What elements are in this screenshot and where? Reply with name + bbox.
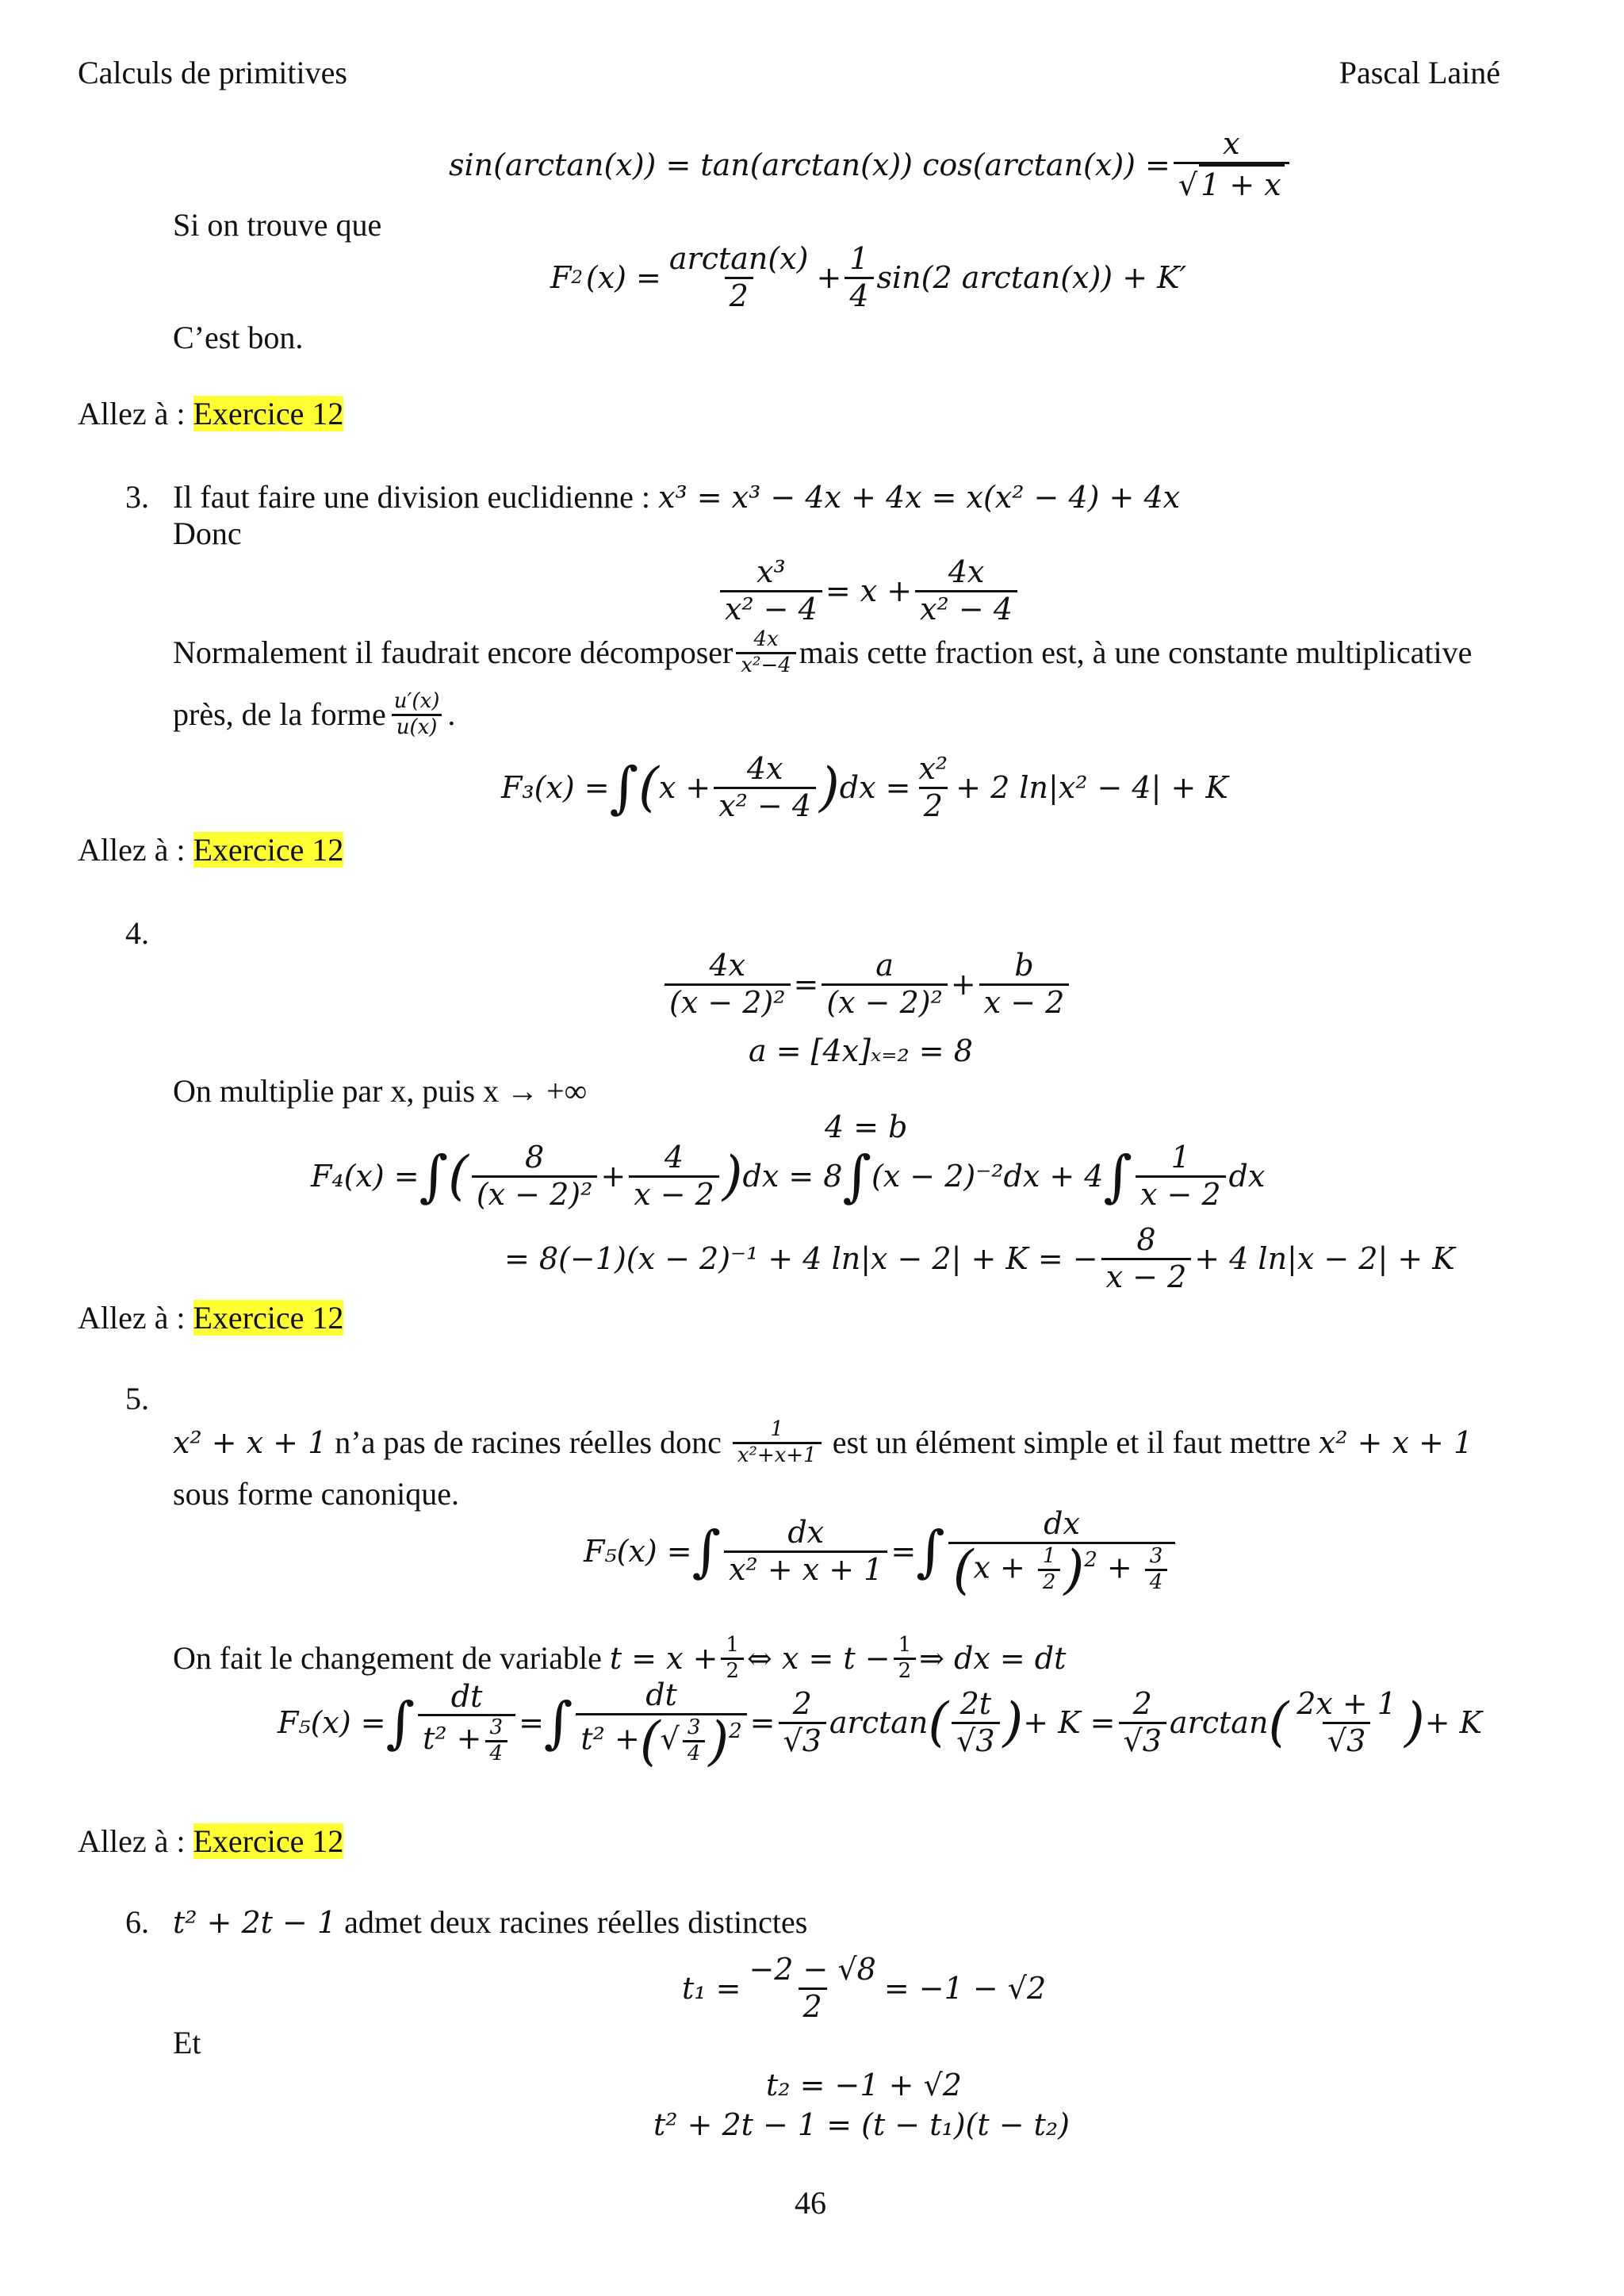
exercice-12-link[interactable]: Exercice 12: [193, 1823, 344, 1859]
text-donc: Donc: [173, 516, 242, 551]
frac-num: x: [1223, 126, 1240, 161]
equation-4x-decomposition: $\frac{4x}{\text{(x − 2)²}}$ = $\frac{a}{\text{(x − 2)²}}$ + $\frac{b}{x - 2}$: [661, 949, 1072, 1020]
equation-f4: F₄(x) = ∫ ( $\frac{8}{\text{(x − 2)²}}$ + $\frac{4}{x - 2}$ ) dx = 8 ∫ (x − 2)⁻²dx + 4 ∫ $\frac{1}{x - 2}$ dx: [311, 1140, 1266, 1212]
item-number-3: 3.: [125, 479, 149, 515]
equation-t1: t₁ = $\frac{-2 - √8}{2}$ = −1 − √2: [682, 1952, 1047, 2024]
equation-b-value: 4 = b: [825, 1110, 908, 1144]
equation-f2: F 2 (x) = $\frac{\arctan(x)}{2}$ + $\frac{1}{4}$ sin(2 arctan(x)) + K′: [550, 241, 1187, 313]
header-author: Pascal Lainé: [1339, 55, 1500, 90]
p5-changement: On fait le changement de variable t = x + $\frac{1}{2}$ ⇔ x = t − $\frac{1}{2}$ ⇒ dx = dt: [173, 1633, 1067, 1683]
p5-line1: x² + x + 1 n’a pas de racines réelles donc $\frac{1}{\text{x²+x+1}}$ est un élément simple et il faut mettre x² + x + 1: [173, 1417, 1473, 1467]
p3-line1: Il faut faire une division euclidienne : x³ = x³ − 4x + 4x = x(x² − 4) + 4x: [173, 479, 1181, 515]
item-number-5: 5.: [125, 1381, 149, 1416]
equation-f5-result: F₅(x) = ∫ dt t² + $\frac{3}{4}$ = ∫ dt t² +(√ $\frac{3}{4}$ )$^2$ = $\frac{2}{√3}$ arctan ( $\frac{2t}{√3}$ ) + K = $\frac{2}{√3}$ arctan ( $\frac{2x + 1}{√3}$ ) + K: [278, 1677, 1483, 1772]
eq-sin-left: sin(arctan(x)) = tan(arctan(x)) cos(arctan(x)) =: [449, 147, 1170, 182]
p5-line2: sous forme canonique.: [173, 1476, 460, 1512]
header-title: Calculs de primitives: [78, 55, 347, 90]
equation-a-value: a = [4x]ₓ₌₂ = 8: [749, 1033, 973, 1068]
text-c-est-bon: C’est bon.: [173, 320, 304, 355]
item-number-4: 4.: [125, 915, 149, 951]
equation-x3-division: $\frac{\text{x³}}{\text{x² − 4}}$ = x + $\frac{4x}{\text{x² − 4}}$: [717, 555, 1021, 627]
equation-sin-arctan: sin(arctan(x)) = tan(arctan(x)) cos(arctan(x)) = $\frac{x}{√ 1 + x}$: [449, 127, 1293, 202]
p3-pres: près, de la forme $\frac{u'(x)}{u(x)}$ .: [173, 689, 456, 739]
goto-line-3: Allez à : Exercice 12: [78, 1300, 344, 1336]
equation-factorization: t² + 2t − 1 = (t − t₁)(t − t₂): [653, 2107, 1070, 2142]
p4-multiplie: On multiplie par x, puis x → +∞: [173, 1073, 588, 1109]
exercice-12-link[interactable]: Exercice 12: [193, 396, 344, 431]
exercice-12-link[interactable]: Exercice 12: [193, 832, 344, 868]
goto-line-1: Allez à : Exercice 12: [78, 396, 344, 431]
goto-line-4: Allez à : Exercice 12: [78, 1823, 344, 1859]
p3-normalement: Normalement il faudrait encore décomposer $\frac{4x}{\text{x²−4}}$ mais cette fraction est, à une constante multiplicative: [173, 627, 1473, 677]
exercice-12-link[interactable]: Exercice 12: [193, 1300, 344, 1336]
item-number-6: 6.: [125, 1904, 149, 1940]
page-number: 46: [795, 2185, 826, 2221]
frac-den: 1 + x: [1199, 164, 1285, 203]
equation-f3: F₃(x) = ∫ ( x + $\frac{4x}{\text{x² − 4}}$ ) dx = $\frac{\text{x²}}{2}$ + 2 ln|x² − 4| + K: [501, 751, 1228, 823]
equation-f5: F₅(x) = ∫ $\frac{dx}{\text{x² + x + 1}}$ = ∫ dx (x + $\frac{1}{2}$ )$^2$ + $\frac{3}{4}$: [584, 1507, 1178, 1596]
equation-f4-result: = 8(−1)(x − 2)⁻¹ + 4 ln|x − 2| + K = − $\frac{8}{x - 2}$ + 4 ln|x − 2| + K: [504, 1222, 1455, 1294]
equation-t2: t₂ = −1 + √2: [766, 2068, 962, 2102]
p6-line1: t² + 2t − 1 admet deux racines réelles distinctes: [173, 1904, 808, 1940]
goto-line-2: Allez à : Exercice 12: [78, 832, 344, 868]
text-si-on-trouve: Si on trouve que: [173, 207, 382, 243]
text-et: Et: [173, 2025, 201, 2060]
